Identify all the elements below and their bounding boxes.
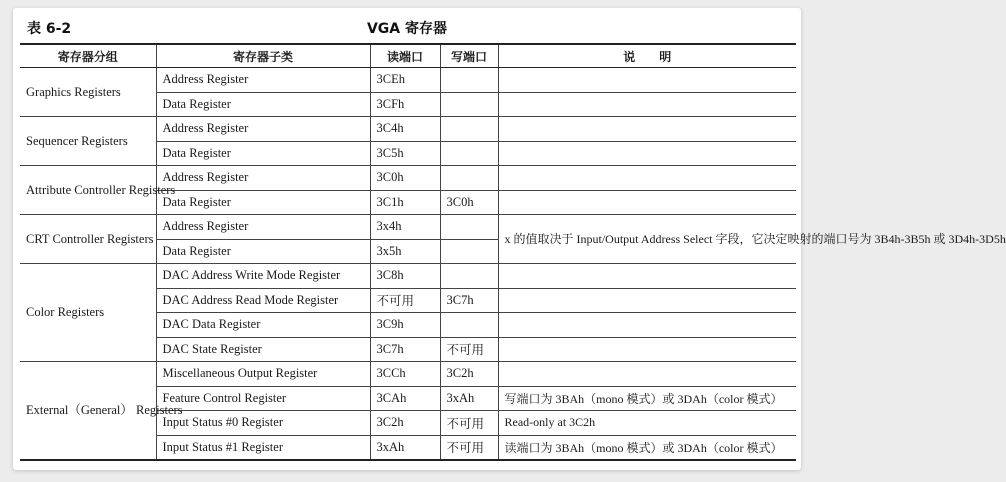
header-group: 寄存器分组 [20, 44, 156, 68]
read-port: 3C2h [370, 411, 440, 436]
register-name: Miscellaneous Output Register [156, 362, 370, 387]
table-row [20, 264, 796, 289]
table-caption [13, 8, 801, 44]
write-port [440, 215, 498, 240]
register-name: Address Register [156, 68, 370, 93]
register-name: Data Register [156, 141, 370, 166]
read-port: 3CAh [370, 386, 440, 411]
write-port: 3C2h [440, 362, 498, 387]
description: 写端口为 3BAh（mono 模式）或 3DAh（color 模式） [498, 386, 796, 411]
write-port: 不可用 [440, 411, 498, 436]
table-row [20, 215, 796, 240]
group-sequencer: Sequencer Registers [20, 117, 156, 166]
group-crt-controller: CRT Controller Registers [20, 215, 156, 264]
table-row [20, 166, 796, 191]
read-port: 3x5h [370, 239, 440, 264]
table-number: 表 6-2 [27, 21, 72, 37]
read-port: 3xAh [370, 435, 440, 460]
table-row [20, 117, 796, 142]
write-port [440, 117, 498, 142]
header-row [20, 44, 796, 68]
description [498, 264, 796, 289]
description: 读端口为 3BAh（mono 模式）或 3DAh（color 模式） [498, 435, 796, 460]
description [498, 141, 796, 166]
read-port: 3CFh [370, 92, 440, 117]
read-port: 3CEh [370, 68, 440, 93]
read-port: 3CCh [370, 362, 440, 387]
register-name: Input Status #1 Register [156, 435, 370, 460]
write-port: 3C0h [440, 190, 498, 215]
write-port: 3xAh [440, 386, 498, 411]
write-port [440, 166, 498, 191]
description: Read-only at 3C2h [498, 411, 796, 436]
register-name: DAC Data Register [156, 313, 370, 338]
read-port: 3C8h [370, 264, 440, 289]
read-port: 3C1h [370, 190, 440, 215]
description [498, 166, 796, 191]
table-row [20, 362, 796, 387]
register-name: Data Register [156, 92, 370, 117]
read-port: 3C7h [370, 337, 440, 362]
group-color: Color Registers [20, 264, 156, 362]
register-name: Address Register [156, 166, 370, 191]
read-port: 3C0h [370, 166, 440, 191]
read-port: 3C9h [370, 313, 440, 338]
register-name: Input Status #0 Register [156, 411, 370, 436]
description [498, 68, 796, 93]
crt-description: x 的值取决于 Input/Output Address Select 字段，它决定映射的端口号为 3B4h-3B5h 或 3D4h-3D5h [498, 215, 796, 264]
header-write-port: 写端口 [440, 44, 498, 68]
header-description: 说 明 [498, 44, 796, 68]
register-name: Data Register [156, 190, 370, 215]
write-port [440, 313, 498, 338]
description [498, 190, 796, 215]
group-graphics: Graphics Registers [20, 68, 156, 117]
description [498, 117, 796, 142]
document-page [13, 8, 1006, 470]
register-name: Address Register [156, 215, 370, 240]
register-name: DAC State Register [156, 337, 370, 362]
read-port: 3C5h [370, 141, 440, 166]
read-port: 3x4h [370, 215, 440, 240]
table-row [20, 68, 796, 93]
group-external: External（General） Registers [20, 362, 156, 461]
read-port: 不可用 [370, 288, 440, 313]
write-port: 不可用 [440, 337, 498, 362]
header-read-port: 读端口 [370, 44, 440, 68]
description [498, 288, 796, 313]
write-port [440, 239, 498, 264]
write-port [440, 92, 498, 117]
description [498, 92, 796, 117]
description [498, 362, 796, 387]
header-subtype: 寄存器子类 [156, 44, 370, 68]
description [498, 337, 796, 362]
write-port: 不可用 [440, 435, 498, 460]
read-port: 3C4h [370, 117, 440, 142]
description [498, 313, 796, 338]
table-title: VGA 寄存器 [366, 21, 448, 37]
group-attribute-controller: Attribute Controller Registers [20, 166, 156, 215]
register-name: DAC Address Read Mode Register [156, 288, 370, 313]
write-port [440, 141, 498, 166]
register-name: Address Register [156, 117, 370, 142]
write-port [440, 264, 498, 289]
write-port: 3C7h [440, 288, 498, 313]
write-port [440, 68, 498, 93]
register-name: DAC Address Write Mode Register [156, 264, 370, 289]
register-name: Feature Control Register [156, 386, 370, 411]
vga-register-table [20, 43, 1006, 461]
register-name: Data Register [156, 239, 370, 264]
